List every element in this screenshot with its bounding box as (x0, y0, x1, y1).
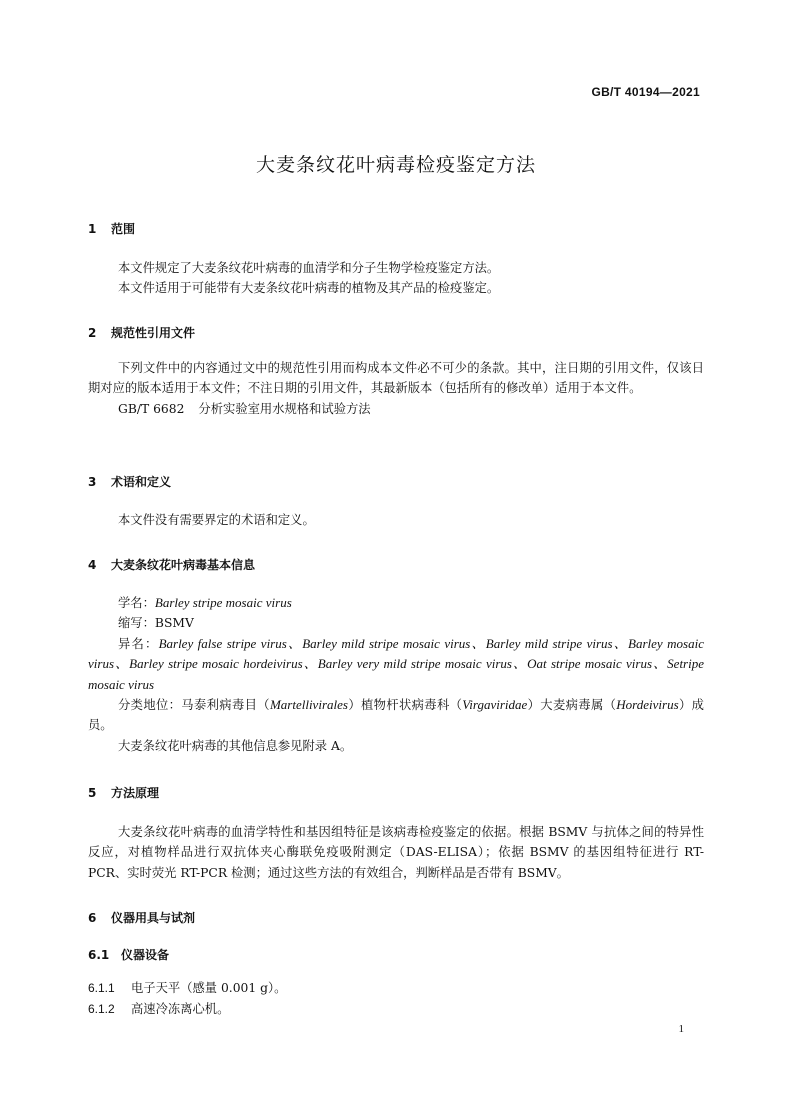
section-4-body (88, 593, 704, 756)
synonyms: Barley false stripe virus、Barley mild stripe mosaic virus、Barley mild stripe virus、Barley mosaic virus、Barley stripe mosaic hordeivirus、Barley very mild stripe mosaic virus、Oat stripe mosaic virus、Setripe mosaic virus (88, 635, 704, 692)
section-1-body (88, 258, 704, 299)
section-1-heading (88, 220, 135, 237)
section-4-heading (88, 556, 255, 573)
section-title: 范围 (111, 222, 136, 236)
section-5-heading (88, 784, 159, 801)
clause-number: 6.1.2 (88, 1002, 115, 1016)
subsection-title: 仪器设备 (121, 948, 170, 962)
clause-number: 6.1.1 (88, 981, 115, 995)
taxon-family: Virgaviridae (462, 697, 528, 713)
section-number: 3 (88, 475, 97, 489)
section-number: 2 (88, 326, 97, 340)
section-2-heading (88, 324, 195, 341)
section-title: 大麦条纹花叶病毒基本信息 (111, 558, 256, 572)
taxonomy-text: ）大麦病毒属（ (527, 698, 617, 713)
clause-text: 电子天平（感量 0.001 g）。 (131, 981, 287, 995)
section-5-body (88, 822, 704, 883)
paragraph: 本文件规定了大麦条纹花叶病毒的血清学和分子生物学检疫鉴定方法。 (118, 261, 500, 275)
section-6-heading (88, 909, 195, 926)
label: 异名： (118, 636, 159, 651)
section-number: 5 (88, 786, 97, 800)
section-2-body (88, 358, 704, 419)
paragraph: 本文件没有需要界定的术语和定义。 (118, 513, 315, 527)
standard-number: GB/T 40194—2021 (591, 85, 700, 99)
section-title: 方法原理 (111, 786, 160, 800)
taxon-genus: Hordeivirus (616, 697, 679, 713)
paragraph: 本文件适用于可能带有大麦条纹花叶病毒的植物及其产品的检疫鉴定。 (118, 281, 500, 296)
section-3-heading (88, 473, 171, 490)
reference-code: GB/T 6682 (118, 401, 185, 416)
label: 学名： (118, 596, 155, 610)
scientific-name: Barley stripe mosaic virus (154, 595, 292, 610)
subsection-6-1-heading (88, 946, 169, 963)
paragraph: 大麦条纹花叶病毒的血清学特性和基因组特征是该病毒检疫鉴定的依据。根据 BSMV 与抗体之间的特异性反应，对植物样品进行双抗体夹心酶联免疫吸附测定（DAS-ELISA）；依据 BSMV 的基因组特征进行 RT-PCR、实时荧光 RT-PCR 检测；通过这些方法的有效组合，判断样品是否带有 BSMV。 (88, 825, 704, 880)
normative-reference (88, 399, 704, 419)
taxon-order: Martellivirales (269, 697, 348, 713)
section-title: 仪器用具与试剂 (111, 911, 196, 925)
taxonomy-text: ）植物杆状病毒科（ (347, 698, 463, 713)
paragraph: 下列文件中的内容通过文中的规范性引用而构成本文件必不可少的条款。其中，注日期的引用文件，仅该日期对应的版本适用于本文件；不注日期的引用文件，其最新版本（包括所有的修改单）适用于本文件。 (88, 361, 704, 396)
section-title: 规范性引用文件 (111, 326, 196, 340)
reference-title: 分析实验室用水规格和试验方法 (198, 401, 371, 416)
section-number: 1 (88, 222, 97, 236)
section-number: 6 (88, 911, 97, 925)
clause-text: 高速冷冻离心机。 (131, 1002, 230, 1016)
abbreviation-line (88, 613, 704, 633)
clause-item (88, 999, 229, 1017)
label: 缩写： (118, 616, 155, 631)
section-title: 术语和定义 (111, 475, 172, 489)
subsection-number: 6.1 (88, 948, 110, 962)
synonyms-line (88, 634, 704, 695)
page-number: 1 (678, 1023, 684, 1035)
section-number: 4 (88, 558, 97, 572)
section-3-body (88, 510, 704, 530)
paragraph: 大麦条纹花叶病毒的其他信息参见附录 A。 (118, 738, 353, 753)
taxonomy-text: ）成员。 (88, 698, 704, 733)
abbreviation: BSMV (154, 616, 194, 631)
clause-item (88, 978, 286, 996)
document-title: 大麦条纹花叶病毒检疫鉴定方法 (255, 154, 536, 176)
taxonomy-text: 分类地位：马泰利病毒目（ (118, 698, 270, 713)
taxonomy-line (88, 695, 704, 736)
scientific-name-line (88, 593, 704, 613)
